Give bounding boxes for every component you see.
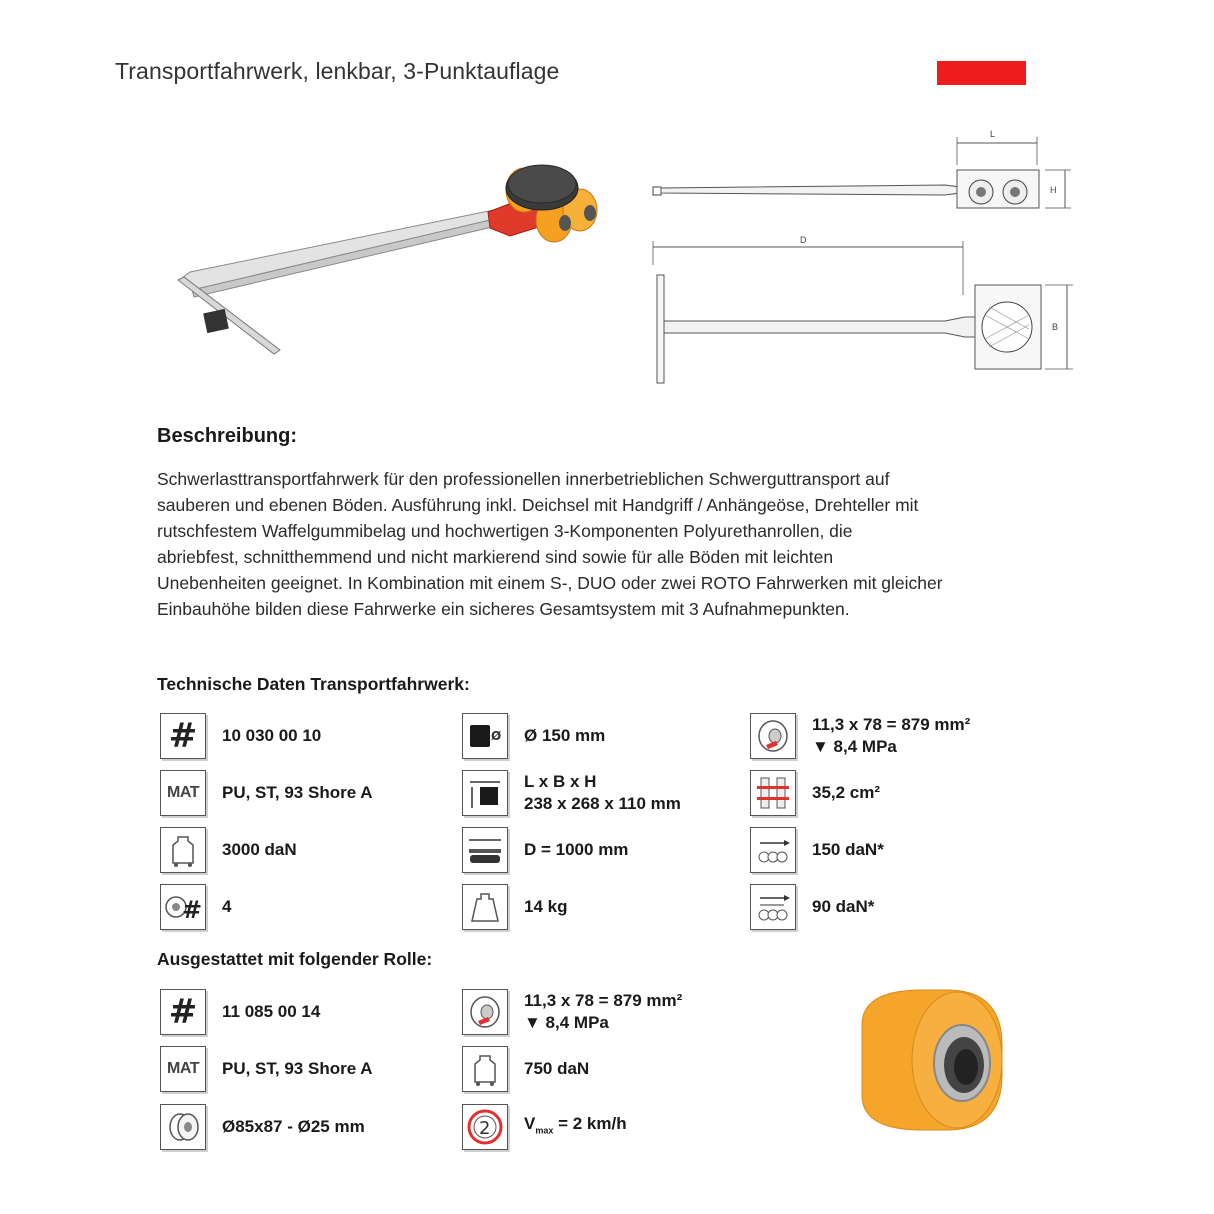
spec-weight: 14 kg bbox=[462, 881, 567, 933]
roller-article-number: # 11 085 00 14 bbox=[160, 986, 320, 1038]
spec-dimensions: L x B x H 238 x 268 x 110 mm bbox=[462, 767, 681, 819]
surface-pressure-icon bbox=[750, 770, 796, 816]
top-view-drawing bbox=[645, 235, 1085, 390]
rolling-force-icon bbox=[750, 884, 796, 930]
dim-label-b: B bbox=[1052, 322, 1059, 332]
roller-contact-area: 11,3 x 78 = 879 mm² ▼ 8,4 MPa bbox=[462, 986, 682, 1038]
spec-starting-force: 150 daN* bbox=[750, 824, 884, 876]
drawbar-length-icon bbox=[462, 827, 508, 873]
roller-max-speed: 2 $V_{max} = 2$ km/h bbox=[462, 1101, 627, 1153]
weight-icon bbox=[462, 884, 508, 930]
dim-label-d: D bbox=[800, 235, 807, 245]
spec-rolling-force: 90 daN* bbox=[750, 881, 874, 933]
starting-force-icon bbox=[750, 827, 796, 873]
page-title: Transportfahrwerk, lenkbar, 3-Punktauflage bbox=[115, 58, 560, 84]
roller-count-icon bbox=[160, 884, 206, 930]
brand-color-bar bbox=[937, 61, 1026, 85]
roller-photo bbox=[852, 985, 1012, 1135]
svg-text:2: 2 bbox=[479, 1118, 491, 1139]
spec-surface-pressure: 35,2 cm² bbox=[750, 767, 880, 819]
spec-article-number: # 10 030 00 10 bbox=[160, 710, 321, 762]
description-heading: Beschreibung: bbox=[157, 425, 298, 447]
load-capacity-icon bbox=[462, 1046, 508, 1092]
side-view-drawing bbox=[645, 125, 1085, 225]
product-illustration bbox=[170, 150, 610, 370]
load-capacity-icon bbox=[160, 827, 206, 873]
max-speed-icon bbox=[462, 1104, 508, 1150]
svg-text:Ø: Ø bbox=[491, 729, 502, 743]
svg-text:#: # bbox=[182, 895, 203, 924]
description-text: Schwerlasttransportfahrwerk für den professionellen innerbetrieblichen Schwerguttransport auf sauberen und ebenen Böden. Ausführung inkl. Deichsel mit Handgriff / Anhängeöse, Drehteller mit rutschfestem Waffelgummibelag und hochwertigen 3-Komponenten Polyurethanrollen, die abriebfest, schnitthemmend und nicht markierend sind sowie für alle Böden mit leichten Unebenheiten geeignet. In Kombination mit einem S-, DUO oder zwei ROTO Fahrwerken mit gleicher Einbauhöhe bilden diese Fahrwerke ein sicheres Gesamtsystem mit 3 Aufnahmepunkten. bbox=[157, 469, 943, 619]
dimensions-icon bbox=[462, 770, 508, 816]
roller-dimensions: Ø85x87 - Ø25 mm bbox=[160, 1101, 365, 1153]
roller-material: MAT PU, ST, 93 Shore A bbox=[160, 1043, 373, 1095]
material-icon: MAT bbox=[160, 1046, 206, 1092]
article-number-icon: # bbox=[160, 713, 206, 759]
material-icon: MAT bbox=[160, 770, 206, 816]
spec-load-capacity: 3000 daN bbox=[160, 824, 297, 876]
tech-data-heading: Technische Daten Transportfahrwerk: bbox=[157, 674, 470, 694]
spec-contact-area: 11,3 x 78 = 879 mm² ▼ 8,4 MPa bbox=[750, 710, 970, 762]
spec-roller-count: # 4 bbox=[160, 881, 231, 933]
roller-heading: Ausgestattet mit folgender Rolle: bbox=[157, 949, 433, 969]
contact-area-icon bbox=[750, 713, 796, 759]
dim-label-l: L bbox=[990, 129, 996, 139]
spec-turntable-diameter: Ø Ø 150 mm bbox=[462, 710, 605, 762]
contact-area-icon bbox=[462, 989, 508, 1035]
article-number-icon: # bbox=[160, 989, 206, 1035]
dim-label-h: H bbox=[1050, 185, 1057, 195]
turntable-diameter-icon bbox=[462, 713, 508, 759]
spec-drawbar-length: D = 1000 mm bbox=[462, 824, 628, 876]
roller-load-capacity: 750 daN bbox=[462, 1043, 589, 1095]
spec-material: MAT PU, ST, 93 Shore A bbox=[160, 767, 373, 819]
roller-dimensions-icon bbox=[160, 1104, 206, 1150]
